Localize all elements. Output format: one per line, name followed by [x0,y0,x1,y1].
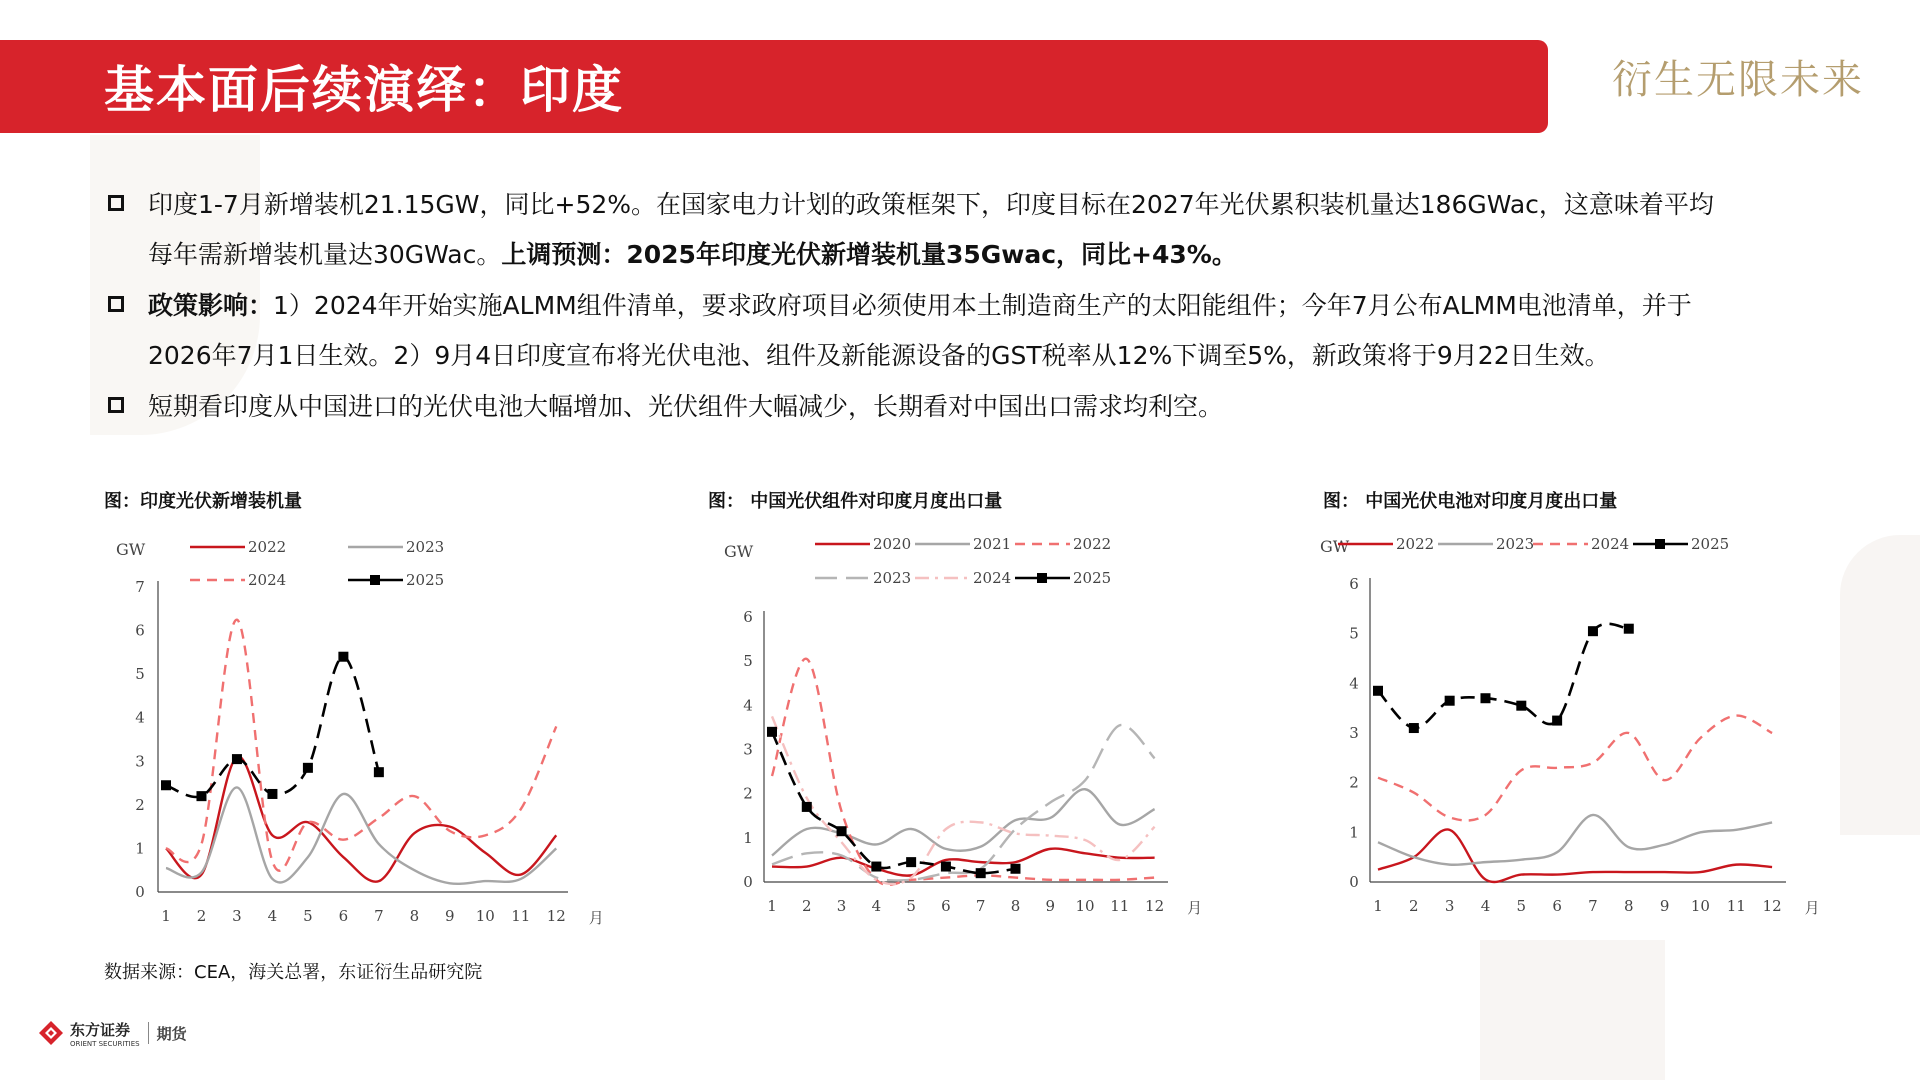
series-line-2023 [1378,815,1772,865]
legend-marker-2025 [370,575,380,585]
chart-2-title: 图： 中国光伏组件对印度月度出口量 [708,491,1003,512]
legend-label-2025: 2025 [1073,569,1112,587]
x-tick-label: 5 [1516,897,1527,915]
data-point-2025 [232,754,242,764]
x-tick-label: 1 [1373,897,1383,915]
x-tick-label: 8 [1010,897,1021,915]
y-tick-label: 3 [1349,724,1359,742]
bullet-1-line2-bold: 上调预测：2025年印度光伏新增装机量35Gwac，同比+43%。 [501,240,1237,269]
data-point-2025 [1445,696,1455,706]
legend-label-2025: 2025 [406,571,445,589]
x-tick-label: 4 [871,897,882,915]
x-tick-label: 6 [1552,897,1562,915]
y-tick-label: 4 [743,696,753,715]
legend-label-2023: 2023 [873,569,912,587]
data-point-2025 [1480,693,1490,703]
legend-label-2022: 2022 [1396,535,1435,553]
legend-label-2022: 2022 [1073,535,1112,553]
x-tick-label: 3 [836,897,847,915]
data-point-2025 [802,802,812,812]
y-tick-label: 5 [1349,624,1359,643]
y-tick-label: 2 [743,784,753,803]
legend-label-2023: 2023 [406,538,445,556]
x-tick-label: 2 [1409,897,1419,915]
y-tick-label: 1 [743,828,753,847]
data-point-2025 [1409,723,1419,733]
legend-label-2021: 2021 [973,535,1012,553]
data-point-2025 [303,763,313,773]
y-unit-label: GW [116,540,146,559]
data-point-2025 [906,857,916,867]
data-point-2025 [161,780,171,790]
x-tick-label: 9 [445,907,455,925]
y-tick-label: 6 [1349,575,1359,593]
slogan: 衍生无限未来 [1612,57,1864,103]
x-tick-label: 4 [267,907,278,925]
bullet-3-line1: 短期看印度从中国进口的光伏电池大幅增加、光伏组件大幅减少，长期看对中国出口需求均利空。 [148,392,1224,421]
bullet-2-line1-bold: 政策影响： [148,291,274,320]
x-tick-label: 8 [1624,897,1634,915]
y-tick-label: 2 [135,795,145,814]
page-title: 基本面后续演绎：印度 [104,61,624,119]
data-point-2025 [1516,701,1526,711]
x-tick-label: 11 [511,907,531,925]
legend-label-2020: 2020 [873,535,912,553]
legend-label-2024: 2024 [248,571,287,589]
x-unit-label: 月 [588,909,604,927]
x-tick-label: 7 [374,907,384,925]
bullet-1-line1: 印度1-7月新增装机21.15GW，同比+52%。在国家电力计划的政策框架下，印度目标在2027年光伏累积装机量达186GWac，这意味着平均 [148,190,1714,219]
y-tick-label: 7 [135,578,145,596]
data-point-2025 [871,862,881,872]
data-source: 数据来源：CEA，海关总署，东证衍生品研究院 [104,962,483,983]
x-tick-label: 9 [1045,897,1056,915]
x-tick-label: 10 [475,907,495,925]
data-point-2025 [1588,626,1598,636]
series-line-2022 [1378,829,1772,882]
x-tick-label: 3 [232,907,242,925]
logo-name: 东方证券 [70,1020,131,1039]
legend-label-2023: 2023 [1496,535,1535,553]
x-tick-label: 7 [975,897,986,915]
series-line-2023 [772,725,1155,881]
y-tick-label: 5 [135,665,145,684]
series-line-2024 [166,620,556,871]
y-tick-label: 6 [743,608,753,626]
data-point-2025 [1373,686,1383,696]
decor-shape-right [1840,535,1920,835]
data-point-2025 [976,868,986,878]
data-point-2025 [767,727,777,737]
bullet-1-line2-plain: 每年需新增装机量达30GWac。 [148,240,502,269]
logo-mark-icon [38,1020,64,1046]
chart-1-title: 图：印度光伏新增装机量 [104,491,302,512]
y-unit-label: GW [1320,537,1350,556]
y-tick-label: 3 [743,740,753,759]
x-tick-label: 12 [1145,897,1165,915]
y-tick-label: 4 [1349,674,1359,693]
series-line-2025 [166,657,379,797]
company-logo [38,1018,187,1048]
data-point-2025 [267,789,277,799]
x-tick-label: 8 [409,907,420,925]
x-unit-label: 月 [1804,899,1820,917]
x-unit-label: 月 [1187,899,1203,917]
bullet-square-icon [108,195,124,211]
series-line-2022 [166,757,556,882]
x-tick-label: 10 [1690,897,1710,915]
legend-label-2025: 2025 [1691,535,1730,553]
y-tick-label: 4 [135,708,145,727]
x-tick-label: 1 [161,907,171,925]
y-tick-label: 5 [743,652,753,671]
chart-module-exports [700,522,1240,942]
data-point-2025 [1552,716,1562,726]
bullet-2-line2: 2026年7月1日生效。2）9月4日印度宣布将光伏电池、组件及新能源设备的GST税率从12%下调至5%，新政策将于9月22日生效。 [148,341,1610,370]
x-tick-label: 6 [941,897,951,915]
x-tick-label: 2 [196,907,207,925]
x-tick-label: 2 [802,897,812,915]
data-point-2025 [837,826,847,836]
chart-india-installations [92,522,632,942]
data-point-2025 [338,652,348,662]
bullet-square-icon [108,397,124,413]
logo-divider [148,1022,149,1044]
x-tick-label: 12 [546,907,566,925]
x-tick-label: 9 [1659,897,1670,915]
bullet-2-line1-plain: 1）2024年开始实施ALMM组件清单，要求政府项目必须使用本土制造商生产的太阳能组件；今年7月公布ALMM电池清单，并于 [273,291,1692,320]
y-tick-label: 0 [743,873,753,891]
legend-marker-2025 [1037,573,1047,583]
x-tick-label: 12 [1762,897,1782,915]
series-line-2023 [166,787,556,883]
x-tick-label: 3 [1444,897,1455,915]
bullet-square-icon [108,296,124,312]
y-tick-label: 6 [135,621,145,640]
y-unit-label: GW [724,542,754,561]
legend-label-2022: 2022 [248,538,287,556]
legend-marker-2025 [1655,539,1665,549]
chart-3-title: 图： 中国光伏电池对印度月度出口量 [1323,491,1618,512]
x-tick-label: 11 [1726,897,1746,915]
series-line-2024 [1378,716,1772,821]
x-tick-label: 11 [1110,897,1130,915]
y-tick-label: 1 [135,839,145,858]
y-tick-label: 1 [1349,823,1359,842]
logo-sub: ORIENT SECURITIES [70,1039,140,1048]
decor-shape-bottom [1480,940,1665,1080]
x-tick-label: 1 [767,897,777,915]
y-tick-label: 2 [1349,773,1359,792]
x-tick-label: 5 [303,907,313,925]
y-tick-label: 3 [135,752,145,771]
x-tick-label: 6 [338,907,349,925]
y-tick-label: 0 [135,883,145,901]
logo-unit: 期货 [156,1024,187,1043]
y-tick-label: 0 [1349,873,1359,891]
x-tick-label: 7 [1588,897,1598,915]
data-point-2025 [1010,864,1020,874]
chart-cell-exports [1318,522,1838,942]
x-tick-label: 4 [1480,897,1491,915]
data-point-2025 [941,862,951,872]
legend-label-2024: 2024 [973,569,1012,587]
legend-label-2024: 2024 [1591,535,1630,553]
data-point-2025 [1624,624,1634,634]
data-point-2025 [196,791,206,801]
x-tick-label: 5 [906,897,916,915]
series-line-2025 [1378,624,1629,728]
data-point-2025 [374,767,384,777]
x-tick-label: 10 [1075,897,1095,915]
